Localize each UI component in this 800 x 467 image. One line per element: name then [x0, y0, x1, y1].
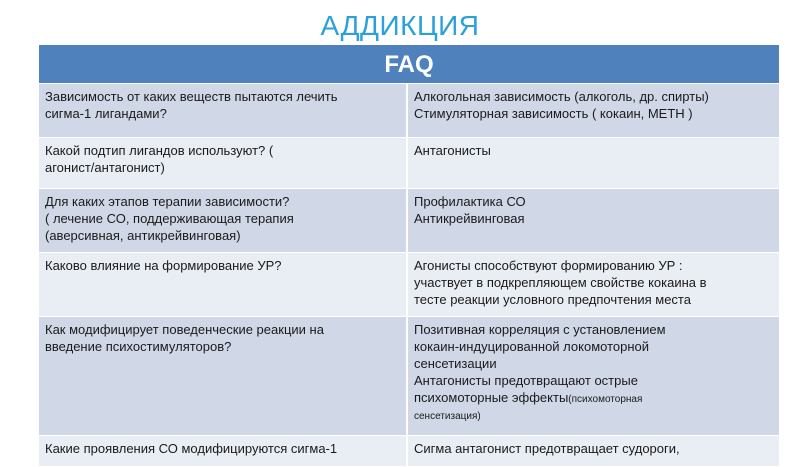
answer-text: кокаин-индуцированной локомоторной [414, 339, 650, 354]
answer-text-main: психомоторные эффекты [414, 390, 569, 405]
table-row [39, 317, 779, 436]
question-cell [39, 138, 407, 189]
question-text: Как модифицирует поведенческие реакции на [45, 322, 324, 337]
answer-text: Алкогольная зависимость (алкоголь, др. спирты) [414, 89, 709, 104]
answer-text: Антикрейвинговая [414, 211, 525, 226]
answer-cell [407, 84, 779, 138]
question-text: ( лечение СО, поддерживающая терапия [45, 211, 294, 226]
table-header: FAQ [39, 45, 779, 84]
answer-text: сенсетизации [414, 356, 497, 371]
table-row [39, 84, 779, 138]
question-text: Какие проявления СО модифицируются сигма-1 [45, 441, 338, 456]
slide-title: АДДИКЦИЯ [320, 10, 480, 41]
question-text: Для каких этапов терапии зависимости? [45, 194, 290, 209]
table-row [39, 189, 779, 253]
answer-cell [407, 253, 779, 317]
table-row [39, 253, 779, 317]
table-row [39, 138, 779, 189]
question-cell [39, 436, 407, 467]
answer-text: Антагонисты предотвращают острые [414, 373, 638, 388]
question-cell [39, 253, 407, 317]
answer-text: Профилактика СО [414, 194, 526, 209]
answer-text: Сигма антагонист предотвращает судороги, [414, 441, 680, 456]
answer-cell [407, 317, 779, 436]
question-text: Каково влияние на формирование УР? [45, 258, 282, 273]
answer-cell [407, 436, 779, 467]
table-header-row [39, 45, 779, 84]
question-cell [39, 84, 407, 138]
answer-text: участвует в подкрепляющем свойстве кокаина в [414, 275, 707, 290]
question-text: (аверсивная, антикрейвинговая) [45, 228, 241, 243]
question-text: сигма-1 лигандами? [45, 106, 167, 121]
answer-text: Агонисты способствуют формированию УР : [414, 258, 683, 273]
answer-cell [407, 189, 779, 253]
answer-text: Позитивная корреляция с установлением [414, 322, 666, 337]
answer-text [414, 389, 773, 408]
question-text: агонист/антагонист) [45, 160, 165, 175]
question-cell [39, 317, 407, 436]
answer-text: Стимуляторная зависимость ( кокаин, METH ) [414, 106, 693, 121]
question-text: Какой подтип лигандов используют? ( [45, 143, 274, 158]
answer-text: Антагонисты [414, 143, 491, 158]
question-cell [39, 189, 407, 253]
answer-text: тесте реакции условного предпочтения места [414, 292, 691, 307]
question-text: Зависимость от каких веществ пытаются лечить [45, 89, 338, 104]
faq-table [39, 45, 779, 467]
answer-cell [407, 138, 779, 189]
answer-note: (психомоторная [568, 394, 643, 405]
table-row [39, 436, 779, 467]
answer-note: сенсетизация) [414, 411, 481, 422]
question-text: введение психостимуляторов? [45, 339, 232, 354]
